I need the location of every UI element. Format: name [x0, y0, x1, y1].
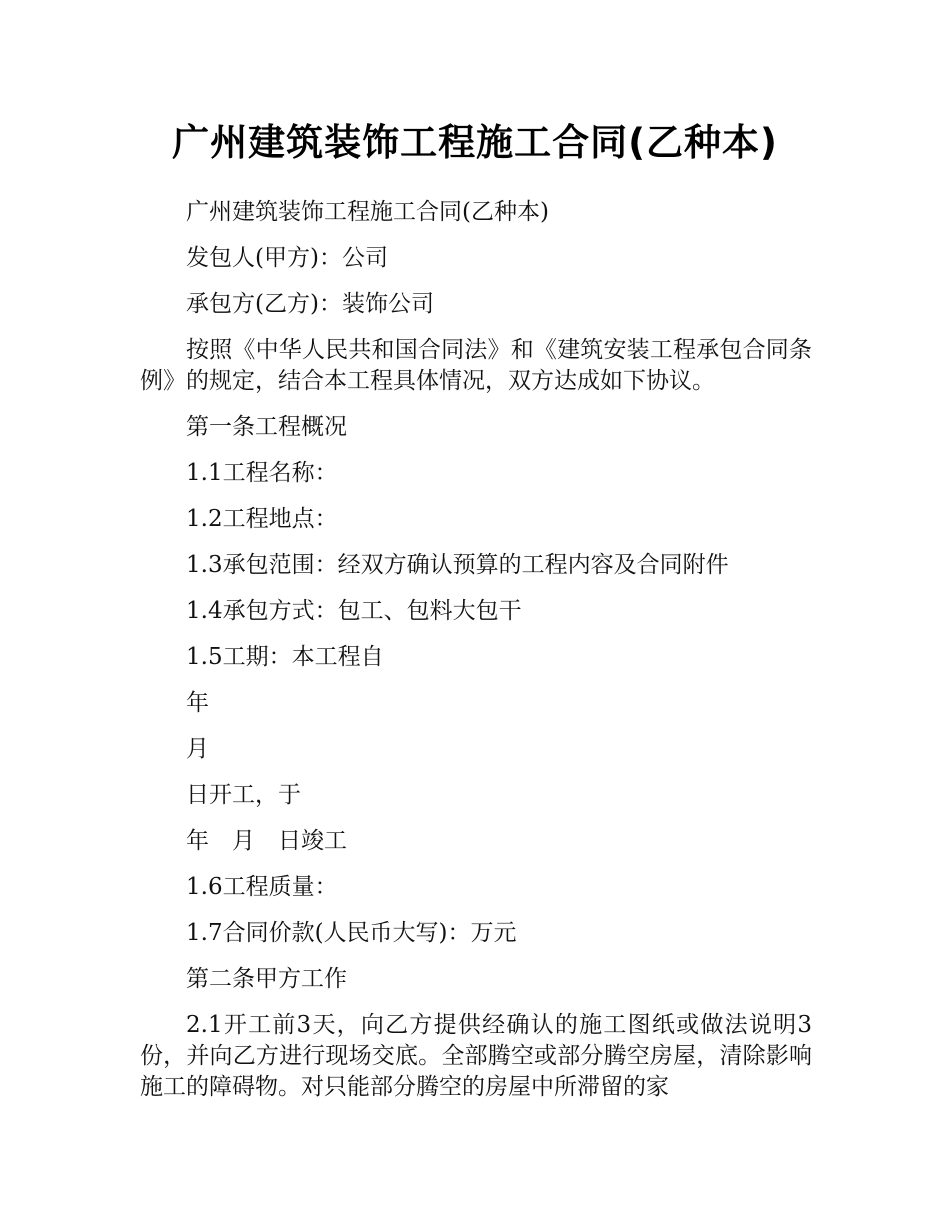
paragraph-preamble: 按照《中华人民共和国合同法》和《建筑安装工程承包合同条例》的规定，结合本工程具体情况，双方达成如下协议。 — [140, 337, 812, 394]
clause-1-3: 1.3承包范围：经双方确认预算的工程内容及合同附件 — [186, 552, 729, 578]
clause-1-4: 1.4承包方式：包工、包料大包干 — [186, 598, 522, 624]
clause-1-5-end: 年 月 日竣工 — [186, 828, 347, 854]
clause-1-2: 1.2工程地点： — [186, 506, 338, 532]
heading-article-1: 第一条工程概况 — [186, 414, 347, 440]
clause-1-1: 1.1工程名称： — [186, 460, 338, 486]
heading-article-2: 第二条甲方工作 — [186, 966, 347, 992]
paragraph-contract-name: 广州建筑装饰工程施工合同(乙种本) — [186, 199, 549, 225]
clause-1-6: 1.6工程质量： — [186, 874, 338, 900]
document-title: 广州建筑装饰工程施工合同(乙种本) — [172, 121, 778, 164]
clause-1-5-year: 年 — [186, 690, 209, 716]
paragraph-party-b: 承包方(乙方)：装饰公司 — [186, 291, 434, 317]
clause-1-5: 1.5工期：本工程自 — [186, 644, 384, 670]
clause-2-1: 2.1开工前3天，向乙方提供经确认的施工图纸或做法说明3份，并向乙方进行现场交底。全部腾空或部分腾空房屋，清除影响施工的障碍物。对只能部分腾空的房屋中所滞留的家 — [140, 1012, 812, 1100]
document-body — [140, 197, 812, 1103]
clause-1-5-month: 月 — [186, 736, 209, 762]
clause-1-7: 1.7合同价款(人民币大写)：万元 — [186, 920, 517, 946]
paragraph-party-a: 发包人(甲方)：公司 — [186, 245, 388, 271]
clause-1-5-start: 日开工，于 — [186, 782, 301, 808]
